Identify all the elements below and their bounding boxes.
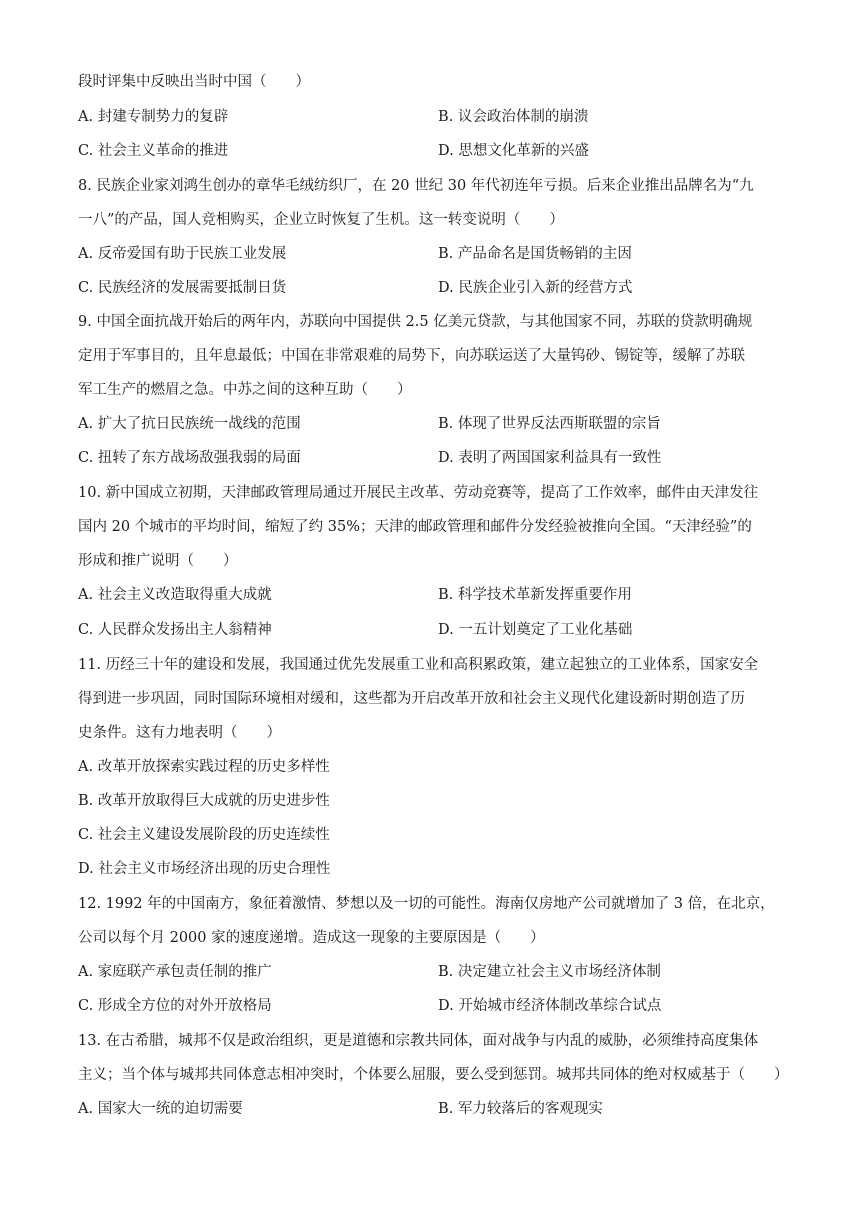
q12-options-row-1 <box>78 962 798 982</box>
q9-stem-line: 9. 中国全面抗战开始后的两年内，苏联向中国提供 2.5 亿美元贷款，与其他国家不同，苏联的贷款明确规 <box>78 314 753 330</box>
q9-options-row-1 <box>78 414 798 434</box>
q13-stem-line: 主义；当个体与城邦共同体意志相冲突时，个体要么屈服，要么受到惩罚。城邦共同体的绝对权威基于（ ） <box>78 1067 789 1083</box>
q12-option-d[interactable]: D. 开始城市经济体制改革综合试点 <box>438 998 662 1014</box>
q9-option-d[interactable]: D. 表明了两国国家利益具有一致性 <box>438 450 662 466</box>
q12-option-a[interactable]: A. 家庭联产承包责任制的推广 <box>78 964 272 980</box>
q9-stem-line: 定用于军事目的，且年息最低；中国在非常艰难的局势下，向苏联运送了大量钨砂、锡锭等，缓解了苏联 <box>78 348 745 364</box>
q10-option-a[interactable]: A. 社会主义改造取得重大成就 <box>78 587 272 603</box>
q10-option-b[interactable]: B. 科学技术革新发挥重要作用 <box>438 587 632 603</box>
q13-option-a[interactable]: A. 国家大一统的迫切需要 <box>78 1101 243 1117</box>
q8-option-c[interactable]: C. 民族经济的发展需要抵制日货 <box>78 280 287 296</box>
q12-options-row-2 <box>78 996 798 1016</box>
q7-options-row-2 <box>78 141 798 161</box>
q11-option-c[interactable]: C. 社会主义建设发展阶段的历史连续性 <box>78 827 330 843</box>
q7-option-a[interactable]: A. 封建专制势力的复辟 <box>78 109 229 125</box>
q11-stem-line: 11. 历经三十年的建设和发展，我国通过优先发展重工业和高积累政策，建立起独立的工业体系，国家安全 <box>78 657 759 673</box>
q7-stem-line: 段时评集中反映出当时中国（ ） <box>78 74 310 90</box>
q8-stem-line: 8. 民族企业家刘鸿生创办的章华毛绒纺织厂，在 20 世纪 30 年代初连年亏损。后来企业推出品牌名为“九 <box>78 178 754 194</box>
q10-options-row-1 <box>78 585 798 605</box>
q10-option-d[interactable]: D. 一五计划奠定了工业化基础 <box>438 622 633 638</box>
q8-options-row-1 <box>78 244 798 264</box>
q9-options-row-2 <box>78 448 798 468</box>
q7-option-d[interactable]: D. 思想文化革新的兴盛 <box>438 143 589 159</box>
q8-option-d[interactable]: D. 民族企业引入新的经营方式 <box>438 280 633 296</box>
q10-stem-line: 国内 20 个城市的平均时间，缩短了约 35%；天津的邮政管理和邮件分发经验被推向全国。“天津经验”的 <box>78 519 752 535</box>
q8-options-row-2 <box>78 278 798 298</box>
q10-stem-line: 形成和推广说明（ ） <box>78 553 238 569</box>
q11-stem-line: 得到进一步巩固，同时国际环境相对缓和，这些都为开启改革开放和社会主义现代化建设新时期创造了历 <box>78 691 745 707</box>
q8-option-a[interactable]: A. 反帝爱国有助于民族工业发展 <box>78 246 287 262</box>
q13-stem-line: 13. 在古希腊，城邦不仅是政治组织，更是道德和宗教共同体，面对战争与内乱的威胁，必须维持高度集体 <box>78 1033 759 1049</box>
q9-option-a[interactable]: A. 扩大了抗日民族统一战线的范围 <box>78 416 301 432</box>
q12-stem-line: 公司以每个月 2000 家的速度递增。造成这一现象的主要原因是（ ） <box>78 930 545 946</box>
q11-option-b[interactable]: B. 改革开放取得巨大成就的历史进步性 <box>78 793 330 809</box>
q10-option-c[interactable]: C. 人民群众发扬出主人翁精神 <box>78 622 272 638</box>
q9-option-c[interactable]: C. 扭转了东方战场敌强我弱的局面 <box>78 450 301 466</box>
q7-options-row-1 <box>78 107 798 127</box>
q11-option-a[interactable]: A. 改革开放探索实践过程的历史多样性 <box>78 759 330 775</box>
q13-option-b[interactable]: B. 军力较落后的客观现实 <box>438 1101 603 1117</box>
q9-option-b[interactable]: B. 体现了世界反法西斯联盟的宗旨 <box>438 416 661 432</box>
q9-stem-line: 军工生产的燃眉之急。中苏之间的这种互助（ ） <box>78 382 412 398</box>
q12-option-b[interactable]: B. 决定建立社会主义市场经济体制 <box>438 964 661 980</box>
q11-option-d[interactable]: D. 社会主义市场经济出现的历史合理性 <box>78 861 331 877</box>
q10-stem-line: 10. 新中国成立初期，天津邮政管理局通过开展民主改革、劳动竞赛等，提高了工作效率，邮件由天津发往 <box>78 485 759 501</box>
q8-stem-line: 一八”的产品，国人竞相购买，企业立时恢复了生机。这一转变说明（ ） <box>78 212 564 228</box>
q12-stem-line: 12. 1992 年的中国南方，象征着激情、梦想以及一切的可能性。海南仅房地产公司就增加了 3 倍，在北京， <box>78 896 775 912</box>
q8-option-b[interactable]: B. 产品命名是国货畅销的主因 <box>438 246 632 262</box>
q12-option-c[interactable]: C. 形成全方位的对外开放格局 <box>78 998 272 1014</box>
q7-option-b[interactable]: B. 议会政治体制的崩溃 <box>438 109 589 125</box>
q13-options-row-1 <box>78 1099 798 1119</box>
q10-options-row-2 <box>78 620 798 640</box>
q7-option-c[interactable]: C. 社会主义革命的推进 <box>78 143 229 159</box>
q11-stem-line: 史条件。这有力地表明（ ） <box>78 725 281 741</box>
